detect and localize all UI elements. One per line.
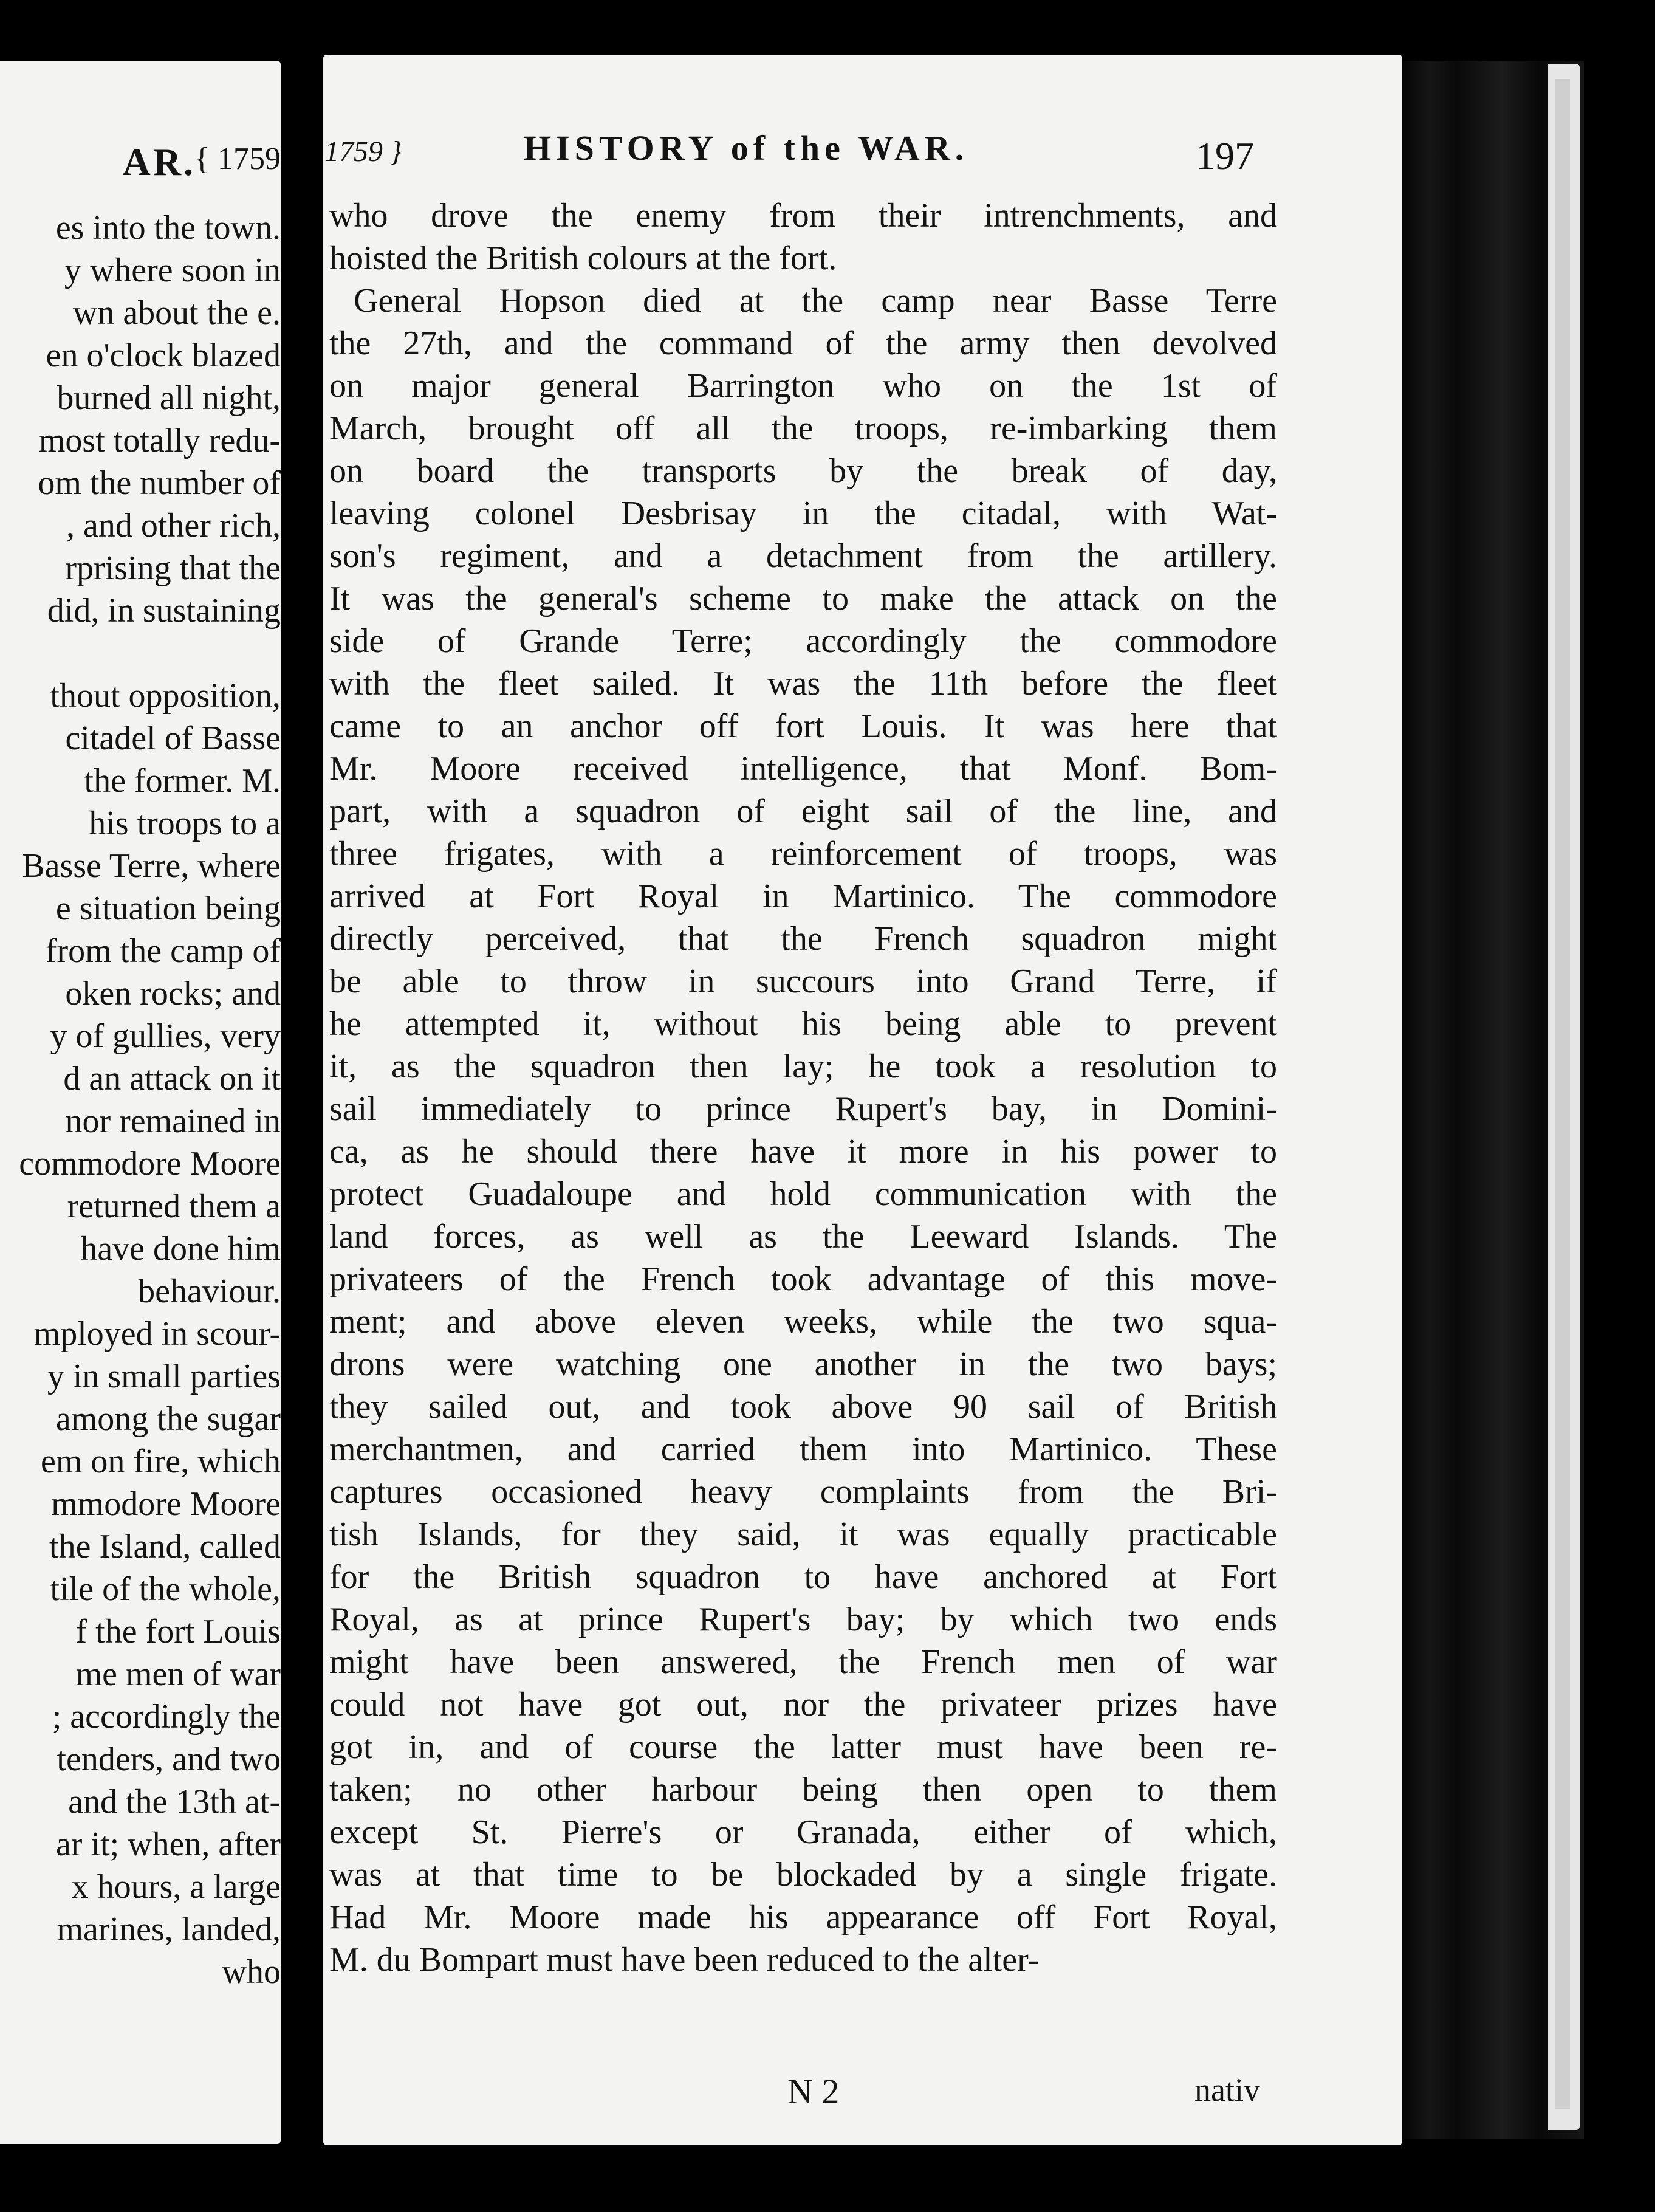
left-text-line: oken rocks; and: [65, 975, 281, 1012]
body-text-line: got in, and of course the latter must have been re-: [329, 1728, 1277, 1766]
body-text-line: he attempted it, without his being able to prevent: [329, 1005, 1277, 1043]
left-text-line: the Island, called: [49, 1528, 281, 1565]
left-text-line: returned them a: [67, 1187, 281, 1225]
body-text-line: land forces, as well as the Leeward Islands. The: [329, 1218, 1277, 1255]
body-text-line: taken; no other harbour being then open to them: [329, 1771, 1277, 1808]
left-text-line: behaviour.: [138, 1273, 281, 1310]
body-text-line: three frigates, with a reinforcement of troops, was: [329, 835, 1277, 873]
body-text-line: was at that time to be blockaded by a single frigate.: [329, 1856, 1277, 1894]
left-text-line: tenders, and two: [57, 1740, 281, 1778]
body-text-line: ment; and above eleven weeks, while the two squa-: [329, 1303, 1277, 1341]
left-text-line: nor remained in: [65, 1102, 281, 1140]
left-text-line: thout opposition,: [50, 677, 281, 715]
body-text-line: might have been answered, the French men of war: [329, 1643, 1277, 1681]
left-text-line: es into the town.: [55, 209, 281, 247]
catchword: nativ: [1194, 2072, 1260, 2108]
left-text-line: burned all night,: [57, 379, 281, 417]
body-text-line: hoisted the British colours at the fort.: [329, 239, 837, 277]
left-text-line: have done him: [80, 1230, 281, 1268]
body-text-line: with the fleet sailed. It was the 11th before the fleet: [329, 665, 1277, 702]
left-text-line: om the number of: [38, 464, 281, 502]
left-text-line: ; accordingly the: [52, 1698, 281, 1736]
body-text-line: Mr. Moore received intelligence, that Monf. Bom-: [329, 750, 1277, 788]
body-text-line: privateers of the French took advantage of this move-: [329, 1260, 1277, 1298]
left-text-line: marines, landed,: [57, 1911, 281, 1948]
body-text-line: it, as the squadron then lay; he took a resolution to: [329, 1048, 1277, 1085]
body-text-line: for the British squadron to have anchored at Fort: [329, 1558, 1277, 1596]
left-text-line: y where soon in: [64, 252, 281, 289]
body-text-line: tish Islands, for they said, it was equally practicable: [329, 1516, 1277, 1553]
body-text-line: son's regiment, and a detachment from the artillery.: [329, 537, 1277, 575]
left-text-line: wn about the e.: [72, 294, 281, 332]
book-fore-edge-shadow: [1555, 79, 1570, 2109]
signature-mark: N 2: [787, 2072, 840, 2111]
left-text-line: en o'clock blazed: [46, 337, 281, 374]
left-text-line: and the 13th at-: [68, 1783, 281, 1821]
body-text-line: side of Grande Terre; accordingly the commodore: [329, 622, 1277, 660]
left-text-line: d an attack on it: [63, 1060, 281, 1097]
left-text-line: did, in sustaining: [47, 592, 281, 630]
body-text-line: drons were watching one another in the two bays;: [329, 1345, 1277, 1383]
left-text-line: f the fort Louis: [75, 1613, 281, 1650]
left-year-marker: { 1759: [194, 142, 281, 176]
left-text-line: mployed in scour-: [33, 1315, 281, 1353]
left-text-line: tile of the whole,: [50, 1570, 281, 1608]
body-text-line: March, brought off all the troops, re-imbarking them: [329, 410, 1277, 447]
left-text-line: most totally redu-: [38, 422, 281, 459]
left-catchword: who: [222, 1953, 281, 1991]
left-text-line: e situation being: [55, 890, 281, 927]
body-text-line: arrived at Fort Royal in Martinico. The commodore: [329, 878, 1277, 915]
body-text-line: Royal, as at prince Rupert's bay; by which two ends: [329, 1601, 1277, 1638]
left-text-line: Basse Terre, where: [22, 847, 281, 885]
body-text-line: Had Mr. Moore made his appearance off Fort Royal,: [329, 1898, 1277, 1936]
left-text-line: y in small parties: [47, 1358, 281, 1395]
left-text-line: me men of war: [75, 1655, 281, 1693]
left-text-line: the former. M.: [84, 762, 281, 800]
left-text-line: mmodore Moore: [51, 1485, 281, 1523]
body-text-line: leaving colonel Desbrisay in the citadal, with Wat-: [329, 495, 1277, 532]
body-text-line: protect Guadaloupe and hold communication with the: [329, 1175, 1277, 1213]
body-text-line: on board the transports by the break of day,: [329, 452, 1277, 490]
body-text-line: be able to throw in succours into Grand Terre, if: [329, 963, 1277, 1000]
left-text-line: , and other rich,: [66, 507, 281, 544]
left-text-line: among the sugar: [55, 1400, 281, 1438]
body-text-line: on major general Barrington who on the 1st of: [329, 367, 1277, 405]
body-text-line: part, with a squadron of eight sail of the line, and: [329, 792, 1277, 830]
left-running-title: AR.: [122, 140, 196, 184]
body-text-line: came to an anchor off fort Louis. It was here that: [329, 707, 1277, 745]
body-text-line: could not have got out, nor the privateer prizes have: [329, 1686, 1277, 1723]
body-text-line: General Hopson died at the camp near Basse Terre: [354, 282, 1277, 320]
running-title: HISTORY of the WAR.: [524, 128, 969, 168]
body-text-line: they sailed out, and took above 90 sail of British: [329, 1388, 1277, 1426]
body-text-line: captures occasioned heavy complaints from the Bri-: [329, 1473, 1277, 1511]
left-text-line: rprising that the: [65, 549, 281, 587]
left-text-line: commodore Moore: [19, 1145, 281, 1183]
body-text-line: the 27th, and the command of the army then devolved: [329, 325, 1277, 362]
left-text-line: y of gullies, very: [50, 1017, 281, 1055]
left-text-line: x hours, a large: [71, 1868, 281, 1906]
body-text-line: It was the general's scheme to make the attack on the: [329, 580, 1277, 617]
year-marker: 1759 }: [324, 136, 402, 168]
left-text-line: citadel of Basse: [65, 720, 281, 757]
left-text-line: ar it; when, after: [55, 1826, 281, 1863]
body-text-line: ca, as he should there have it more in his power to: [329, 1133, 1277, 1170]
body-text-line: sail immediately to prince Rupert's bay, in Domini-: [329, 1090, 1277, 1128]
left-text-line: em on fire, which: [41, 1443, 281, 1480]
body-text-line: except St. Pierre's or Granada, either of which,: [329, 1813, 1277, 1851]
body-text-line: merchantmen, and carried them into Martinico. These: [329, 1431, 1277, 1468]
body-text-line: directly perceived, that the French squadron might: [329, 920, 1277, 958]
body-text-line: who drove the enemy from their intrenchments, and: [329, 197, 1277, 235]
page-number: 197: [1196, 134, 1254, 177]
left-text-line: from the camp of: [45, 932, 281, 970]
body-text-line: M. du Bompart must have been reduced to the alter-: [329, 1941, 1040, 1979]
left-text-line: his troops to a: [89, 805, 281, 842]
left-page: [0, 61, 281, 2144]
right-page: [323, 55, 1402, 2145]
